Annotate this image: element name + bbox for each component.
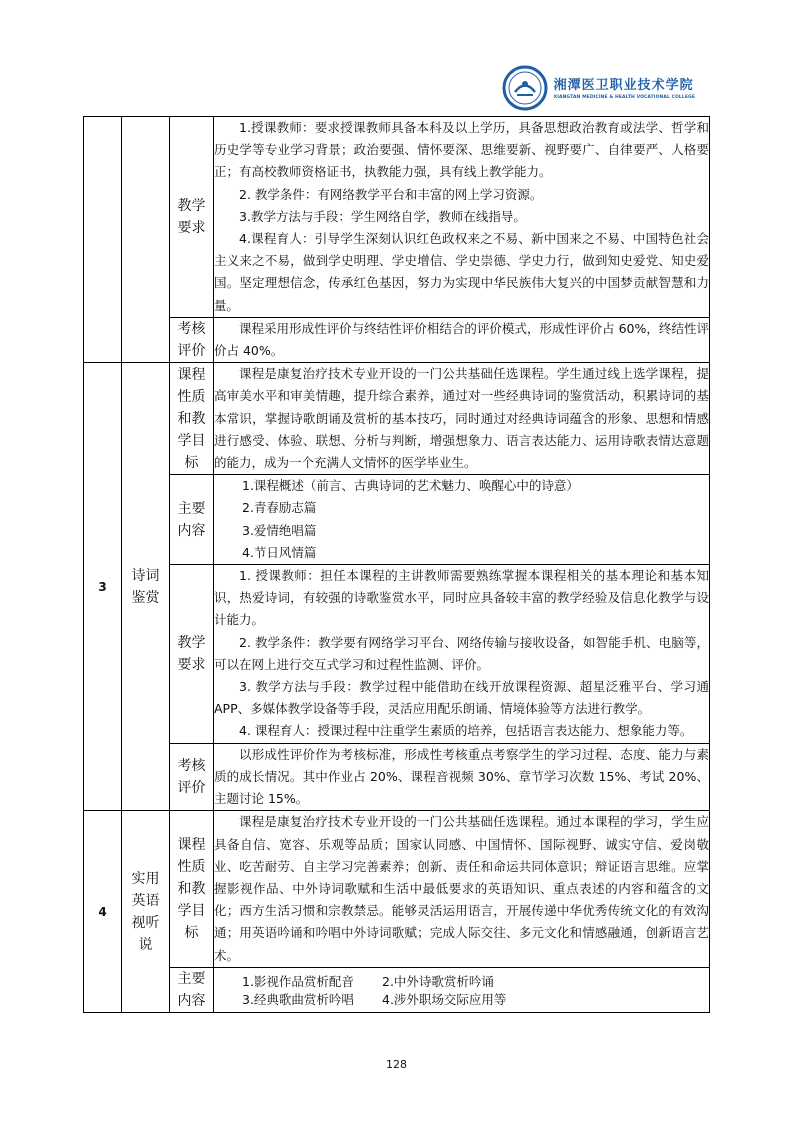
list-item: 1.影视作品赏析配音 — [242, 973, 354, 989]
table-row — [84, 967, 710, 1012]
requirements-content: 1.授课教师：要求授课教师具备本科及以上学历，具备思想政治教育或法学、哲学和历史学等专业学习背景；政治要强、情怀要深、思维要新、视野要广、自律要严、人格要正；有高校教师资格证书，执教能力强，具有线上教学能力。 2. 教学条件：有网络教学平台和丰富的网上学习资源。 3.教学方法与手段：学生网络自学，教师在线指导。 4.课程育人：引导学生深刻认识红色政权来之不易、新中国来之不易、中国特色社会主义来之不易，做到学史明理、学史增信、学史崇德、学史力行，做到知史爱党、知史爱国。坚定理想信念，传承红色基因，努力为实现中华民族伟大复兴的中国梦贡献智慧和力量。 — [214, 117, 710, 318]
requirements-content: 1. 授课教师：担任本课程的主讲教师需要熟练掌握本课程相关的基本理论和基本知识，热爱诗词，有较强的诗歌鉴赏水平，同时应具备较丰富的教学经验及信息化教学与设计能力。 2. 教学条件：教学要有网络学习平台、网络传输与接收设备，如智能手机、电脑等，可以在网上进行交互式学习和过程性监测、评价。 3. 教学方法与手段：教学过程中能借助在线开放课程资源、超星泛雅平台、学习通 APP、多媒体教学设备等手段，灵活应用配乐朗诵、情境体验等方法进行教学。 4. 课程育人：授课过程中注重学生素质的培养，包括语言表达能力、想象能力等。 — [214, 565, 710, 744]
content-label: 主要 内容 — [170, 475, 214, 565]
list-item: 4.涉外职场交际应用等 — [382, 991, 507, 1007]
table-row — [84, 317, 710, 362]
nature-label: 课程 性质 和教 学目 标 — [170, 363, 214, 475]
nature-label: 课程 性质 和教 学目 标 — [170, 811, 214, 967]
course-name-cell — [122, 117, 170, 363]
table-row — [84, 363, 710, 475]
requirements-label: 教学 要求 — [170, 565, 214, 744]
list-item: 2.中外诗歌赏析吟诵 — [382, 973, 494, 989]
requirements-label: 教学 要求 — [170, 117, 214, 318]
nature-content: 课程是康复治疗技术专业开设的一门公共基础任选课程。通过本课程的学习，学生应具备自信、宽容、乐观等品质；国家认同感、中国情怀、国际视野、诚实守信、爱岗敬业、吃苦耐劳、自主学习完善素养；创新、责任和命运共同体意识；辩证语言思维。应掌握影视作品、中外诗词歌赋和生活中最低要求的英语知识、重点表述的内容和蕴含的文化；西方生活习惯和宗教禁忌。能够灵活运用语言，开展传递中华优秀传统文化的有效沟通；用英语吟诵和吟唱中外诗词歌赋；完成人际交往、多元文化和情感融通，创新语言艺术。 — [214, 811, 710, 967]
college-name-cn: 湘潭医卫职业技术学院 — [553, 77, 694, 93]
course-name: 诗词 鉴赏 — [122, 363, 170, 811]
list-item: 1.课程概述（前言、古典诗词的艺术魅力、唤醒心中的诗意） — [242, 478, 579, 494]
table-row — [84, 117, 710, 318]
table-row — [84, 565, 710, 744]
page-header — [502, 64, 695, 112]
main-content — [214, 475, 710, 565]
course-number-cell — [84, 117, 122, 363]
assessment-content: 以形成性评价作为考核标准，形成性考核重点考察学生的学习过程、态度、能力与素质的成长情况。其中作业占 20%、课程音视频 30%、章节学习次数 15%、考试 20%、主题讨论 15%。 — [214, 743, 710, 811]
nature-content: 课程是康复治疗技术专业开设的一门公共基础任选课程。学生通过线上选学课程，提高审美水平和审美情趣，提升综合素养，通过对一些经典诗词的鉴赏活动，积累诗词的基本常识，掌握诗歌朗诵及赏析的基本技巧，同时通过对经典诗词蕴含的形象、思想和情感进行感受、体验、联想、分析与判断，增强想象力、语言表达能力、运用诗歌表情达意题的能力，成为一个充满人文情怀的医学毕业生。 — [214, 363, 710, 475]
table-row — [84, 743, 710, 811]
course-number: 4 — [84, 811, 122, 1012]
course-number: 3 — [84, 363, 122, 811]
table-row — [84, 475, 710, 565]
list-item: 4.节日风情篇 — [242, 544, 317, 560]
course-name: 实用 英语 视听 说 — [122, 811, 170, 1012]
main-content — [214, 967, 710, 1012]
assessment-content: 课程采用形成性评价与终结性评价相结合的评价模式，形成性评价占 60%，终结性评价占 40%。 — [214, 317, 710, 362]
table-row — [84, 811, 710, 967]
college-name — [554, 77, 695, 100]
curriculum-table — [83, 116, 710, 1013]
list-item: 3.爱情绝唱篇 — [242, 522, 317, 538]
assessment-label: 考核 评价 — [170, 743, 214, 811]
college-emblem-icon — [502, 65, 548, 111]
list-item: 2.青春励志篇 — [242, 500, 317, 516]
list-item: 3.经典歌曲赏析吟唱 — [242, 991, 354, 1007]
assessment-label: 考核 评价 — [170, 317, 214, 362]
college-name-en: XIANGTAN MEDICINE & HEALTH VOCATIONAL COLLEGE — [553, 94, 695, 100]
page-number: 128 — [386, 1058, 407, 1071]
college-logo — [502, 65, 548, 111]
content-label: 主要 内容 — [170, 967, 214, 1012]
